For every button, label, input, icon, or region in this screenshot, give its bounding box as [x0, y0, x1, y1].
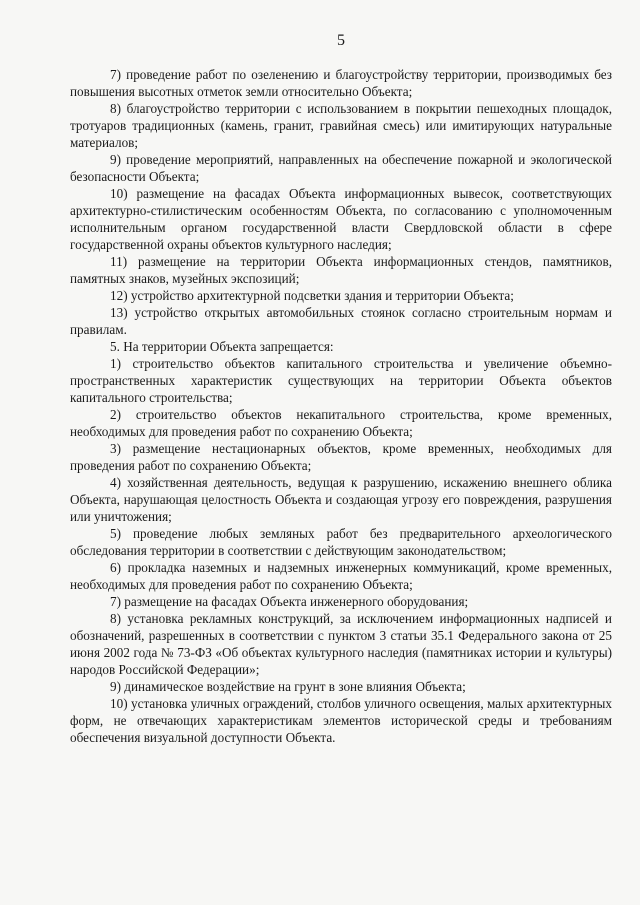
document-body [70, 66, 612, 746]
paragraph: 4) хозяйственная деятельность, ведущая к разрушению, искажению внешнего облика Объекта, нарушающая целостность Объекта и создающая угрозу его повреждения, разрушения или уничтожения; [70, 475, 612, 524]
paragraph: 1) строительство объектов капитального строительства и увеличение объемно-пространственных характеристик существующих на территории Объекта объектов капитального строительства; [70, 356, 612, 405]
paragraph: 12) устройство архитектурной подсветки здания и территории Объекта; [110, 288, 514, 303]
paragraph: 5) проведение любых земляных работ без предварительного археологического обследования территории в соответствии с действующим законодательством; [70, 526, 612, 558]
page-number: 5 [337, 32, 345, 49]
paragraph: 10) установка уличных ограждений, столбов уличного освещения, малых архитектурных форм, не отвечающих характеристикам элементов исторической среды и требованиям обеспечения визуальной доступности Объекта. [70, 696, 612, 745]
paragraph: 9) динамическое воздействие на грунт в зоне влияния Объекта; [110, 679, 466, 694]
paragraph: 8) установка рекламных конструкций, за исключением информационных надписей и обозначений, разрешенных в соответствии с пунктом 3 статьи 35.1 Федерального закона от 25 июня 2002 года № 73-ФЗ «Об объектах культурного наследия (памятниках истории и культуры) народов Российской Федерации»; [70, 611, 612, 677]
paragraph: 2) строительство объектов некапитального строительства, кроме временных, необходимых для проведения работ по сохранению Объекта; [70, 407, 612, 439]
paragraph: 3) размещение нестационарных объектов, кроме временных, необходимых для проведения работ по сохранению Объекта; [70, 441, 612, 473]
paragraph: 13) устройство открытых автомобильных стоянок согласно строительным нормам и правилам. [70, 305, 612, 337]
paragraph: 6) прокладка наземных и надземных инженерных коммуникаций, кроме временных, необходимых для проведения работ по сохранению Объекта; [70, 560, 612, 592]
paragraph: 7) размещение на фасадах Объекта инженерного оборудования; [110, 594, 469, 609]
paragraph: 11) размещение на территории Объекта информационных стендов, памятников, памятных знаков, музейных экспозиций; [70, 254, 612, 286]
paragraph: 10) размещение на фасадах Объекта информационных вывесок, соответствующих архитектурно-стилистическим особенностям Объекта, по согласованию с уполномоченным исполнительным органом государственной власти Свердловской области в сфере государственной охраны объектов культурного наследия; [70, 186, 612, 252]
paragraph: 9) проведение мероприятий, направленных на обеспечение пожарной и экологической безопасности Объекта; [70, 152, 612, 184]
section-heading: 5. На территории Объекта запрещается: [110, 339, 334, 354]
paragraph: 7) проведение работ по озеленению и благоустройству территории, производимых без повышения высотных отметок земли относительно Объекта; [70, 67, 612, 99]
paragraph: 8) благоустройство территории с использованием в покрытии пешеходных площадок, тротуаров традиционных (камень, гранит, гравийная смесь) или имитирующих натуральные материалов; [70, 101, 612, 150]
